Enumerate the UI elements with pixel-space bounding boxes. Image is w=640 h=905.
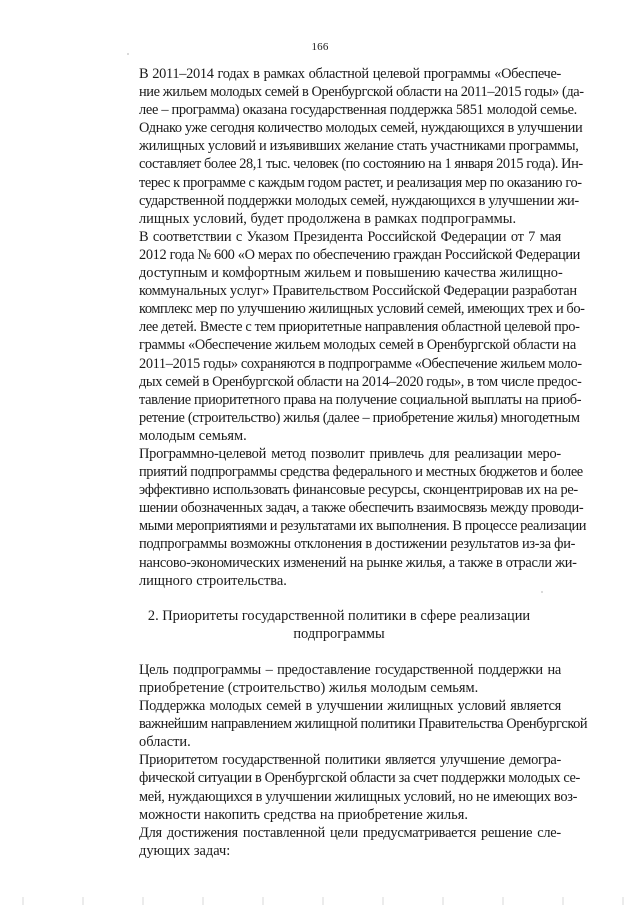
text-line: дых семей в Оренбургской области на 2014–2020 годы», в том числе предос- [139,373,582,390]
text-line: области. [139,734,191,751]
text-line: лее детей. Вместе с тем приоритетные направления областной целевой про- [139,319,580,336]
paragraphs-after-heading [117,661,588,860]
text-line: лищных условий, будет продолжена в рамках подпрограммы. [139,210,517,227]
text-line: лее – программа) оказана государственная поддержка 5851 молодой семье. [139,102,577,119]
text-line: граммы «Обеспечение жильем молодых семей в Оренбургской области на [139,337,576,354]
page-number: 166 [311,41,329,53]
text-line: В соответствии с Указом Президента Российской Федерации от 7 мая [139,228,561,245]
section-heading [117,607,561,643]
body-paragraph [117,65,584,228]
text-line: молодым семьям. [139,427,247,444]
text-line: составляет более 28,1 тыс. человек (по состоянию на 1 января 2015 года). Ин- [139,156,583,173]
text-line: важнейшим направлением жилищной политики Правительства Оренбургской [139,716,588,733]
text-line: можности накопить средства на приобретение жилья. [139,806,468,823]
text-line: коммунальных услуг» Правительством Российской Федерации разработан [139,283,577,300]
scan-edge-noise [0,897,640,905]
text-line: приобретение (строительство) жилья молодым семьям. [139,680,479,696]
text-line: терес к программе с каждым годом растет, и реализация мер по оказанию го- [139,174,582,191]
text-line: фической ситуации в Оренбургской области за счет поддержки молодых се- [139,770,580,787]
body-paragraph [117,228,585,445]
text-line: нансово-экономических изменений на рынке жилья, а также в отрасли жи- [139,554,577,571]
text-line: доступным и комфортным жильем и повышению качества жилищно- [139,265,563,282]
text-line: 2011–2015 годы» сохраняются в подпрограмме «Обеспечение жильем моло- [139,355,582,372]
paragraphs-before-heading [117,65,587,590]
text-line: Цель подпрограммы – предоставление государственной поддержки на [139,661,561,678]
body-paragraph [117,697,588,751]
text-line: тавление приоритетного права на получение социальной выплаты на приоб- [139,391,582,408]
text-line: лищного строительства. [139,572,287,589]
text-line: шении обозначенных задач, а также обеспечить взаимосвязь между проводи- [139,500,584,517]
text-line: мыми мероприятиями и результатами их выполнения. В процессе реализации [139,518,587,535]
text-line: Однако уже сегодня количество молодых семей, нуждающихся в улучшении [139,120,583,137]
document-body [117,65,588,860]
text-line: Поддержка молодых семей в улучшении жилищных условий является [139,698,561,715]
scan-speck [541,591,543,593]
text-line: ретение (строительство) жилья (далее – приобретение жилья) многодетным [139,409,580,426]
text-line: В 2011–2014 годах в рамках областной целевой программы «Обеспече- [139,66,561,82]
text-line: сударственной поддержки молодых семей, нуждающихся в улучшении жи- [139,192,579,209]
text-line: подпрограммы возможны отклонения в достижении результатов из-за фи- [139,536,576,553]
body-paragraph [117,445,587,590]
text-line: 2012 года № 600 «О мерах по обеспечению граждан Российской Федерации [139,246,581,263]
section-heading-line-2: подпрограммы [293,625,385,642]
text-line: приятий подпрограммы средства федерального и местных бюджетов и более [139,464,583,481]
body-paragraph [117,824,561,860]
text-line: Приоритетом государственной политики является улучшение демогра- [139,752,561,769]
text-line: Для достижения поставленной цели предусматривается решение сле- [139,824,561,841]
text-line: мей, нуждающихся в улучшении жилищных условий, но не имеющих воз- [139,788,578,805]
text-line: ние жильем молодых семей в Оренбургской области на 2011–2015 годы» (да- [139,84,584,101]
text-line: эффективно использовать финансовые ресурсы, сконцентрировав их на ре- [139,482,578,499]
scan-speck [127,53,129,55]
text-line: Программно-целевой метод позволит привлечь для реализации меро- [139,445,561,462]
text-line: комплекс мер по улучшению жилищных условий семей, имеющих трех и бо- [139,301,585,318]
section-heading-line-1: 2. Приоритеты государственной политики в сфере реализации [147,607,531,624]
body-paragraph [117,751,580,823]
text-line: дующих задач: [139,842,231,859]
body-paragraph [117,661,561,697]
text-line: жилищных условий и изъявивших желание стать участниками программы, [139,138,579,155]
